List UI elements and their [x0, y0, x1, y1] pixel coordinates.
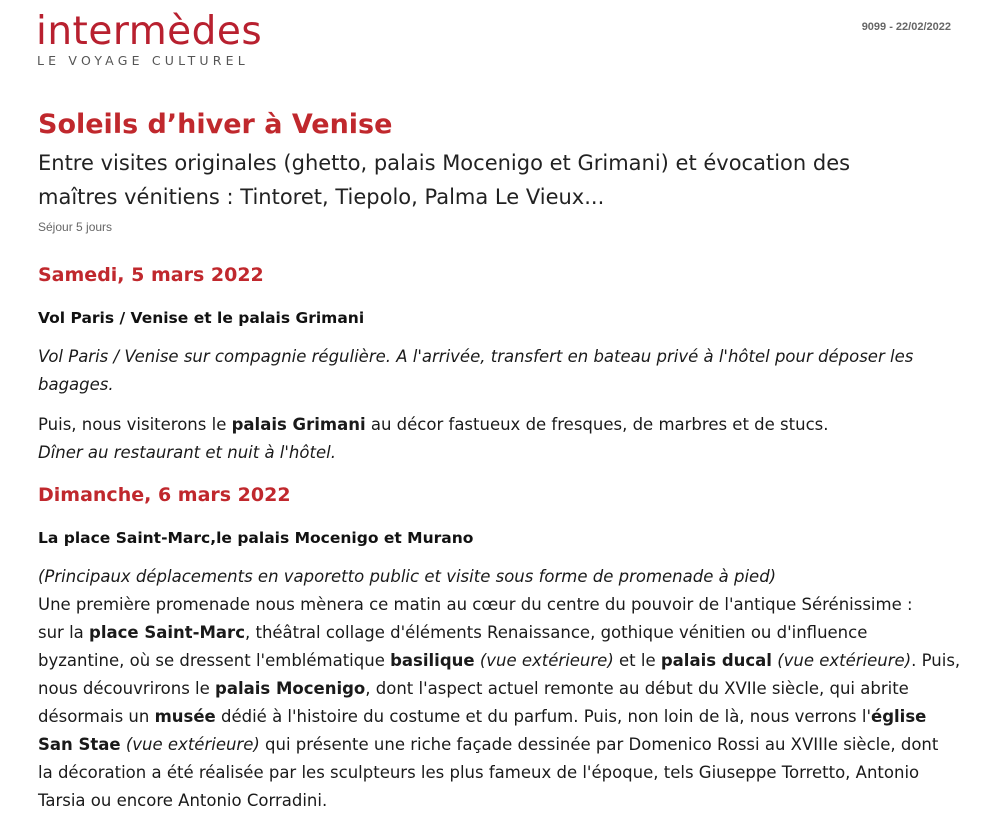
text-run: Puis, nous visiterons le — [38, 415, 232, 434]
transport-note: (Principaux déplacements en vaporetto public et visite sous forme de promenade à pied) — [38, 567, 777, 586]
text-run: au décor fastueux de fresques, de marbres et de stucs. — [365, 415, 829, 434]
trip-subtitle-line: Entre visites originales (ghetto, palais Mocenigo et Grimani) et évocation des — [38, 151, 851, 175]
text-line: Vol Paris / Venise sur compagnie régulière. A l'arrivée, transfert en bateau privé à l'hôtel pour déposer les — [38, 347, 914, 366]
day-date: Dimanche, 6 mars 2022 — [38, 484, 291, 506]
place-name: église — [871, 707, 927, 726]
text-run: Tarsia ou encore Antonio Corradini. — [38, 791, 328, 810]
text-run: qui présente une riche façade dessinée par Domenico Rossi au XVIIIe siècle, dont — [259, 735, 939, 754]
meal-note: Dîner au restaurant et nuit à l'hôtel. — [38, 443, 336, 462]
text-line: bagages. — [38, 375, 114, 394]
text-run: dédié à l'histoire du costume et du parfum. Puis, non loin de là, nous verrons l' — [215, 707, 871, 726]
place-name: palais Mocenigo — [215, 679, 366, 698]
day-section — [38, 261, 968, 467]
day-intro — [38, 343, 968, 399]
trip-duration: Séjour 5 jours — [38, 220, 113, 234]
text-run: la décoration a été réalisée par les sculpteurs les plus fameux de l'époque, tels Giuseppe Torretto, Antonio — [38, 763, 920, 782]
document-body — [38, 106, 968, 815]
text-run: byzantine, où se dressent l'emblématique — [38, 651, 391, 670]
place-name: palais Grimani — [231, 415, 366, 434]
day-paragraph — [38, 563, 968, 815]
view-note: (vue extérieure) — [474, 651, 614, 670]
place-name: musée — [154, 707, 216, 726]
logo-tagline: LE VOYAGE CULTUREL — [37, 53, 249, 68]
view-note: (vue extérieure) — [120, 735, 260, 754]
text-run: désormais un — [38, 707, 155, 726]
day-paragraph — [38, 411, 968, 467]
day-heading: Vol Paris / Venise et le palais Grimani — [38, 309, 365, 327]
text-run: Une première promenade nous mènera ce matin au cœur du centre du pouvoir de l'antique Sérénissime : — [38, 595, 913, 614]
place-name: palais ducal — [660, 651, 772, 670]
trip-subtitle — [38, 146, 968, 214]
text-run: nous découvrirons le — [38, 679, 216, 698]
text-run: . Puis, — [911, 651, 961, 670]
text-run: , dont l'aspect actuel remonte au début du XVIIe siècle, qui abrite — [365, 679, 909, 698]
day-section — [38, 481, 968, 815]
trip-subtitle-line: maîtres vénitiens : Tintoret, Tiepolo, Palma Le Vieux... — [38, 185, 605, 209]
day-date: Samedi, 5 mars 2022 — [38, 264, 264, 286]
intermedes-logo[interactable] — [36, 10, 262, 68]
place-name: basilique — [390, 651, 475, 670]
place-name: place Saint-Marc — [89, 623, 245, 642]
trip-title: Soleils d’hiver à Venise — [38, 109, 393, 140]
text-run: sur la — [38, 623, 90, 642]
day-heading: La place Saint-Marc,le palais Mocenigo et Murano — [38, 529, 474, 547]
logo-wordmark: intermèdes — [36, 9, 263, 54]
header — [0, 0, 1006, 80]
text-run: et le — [613, 651, 661, 670]
text-run: , théâtral collage d'éléments Renaissance, gothique vénitien ou d'influence — [244, 623, 868, 642]
document-reference: 9099 - 22/02/2022 — [861, 21, 951, 33]
view-note: (vue extérieure) — [771, 651, 912, 670]
place-name: San Stae — [38, 735, 121, 754]
